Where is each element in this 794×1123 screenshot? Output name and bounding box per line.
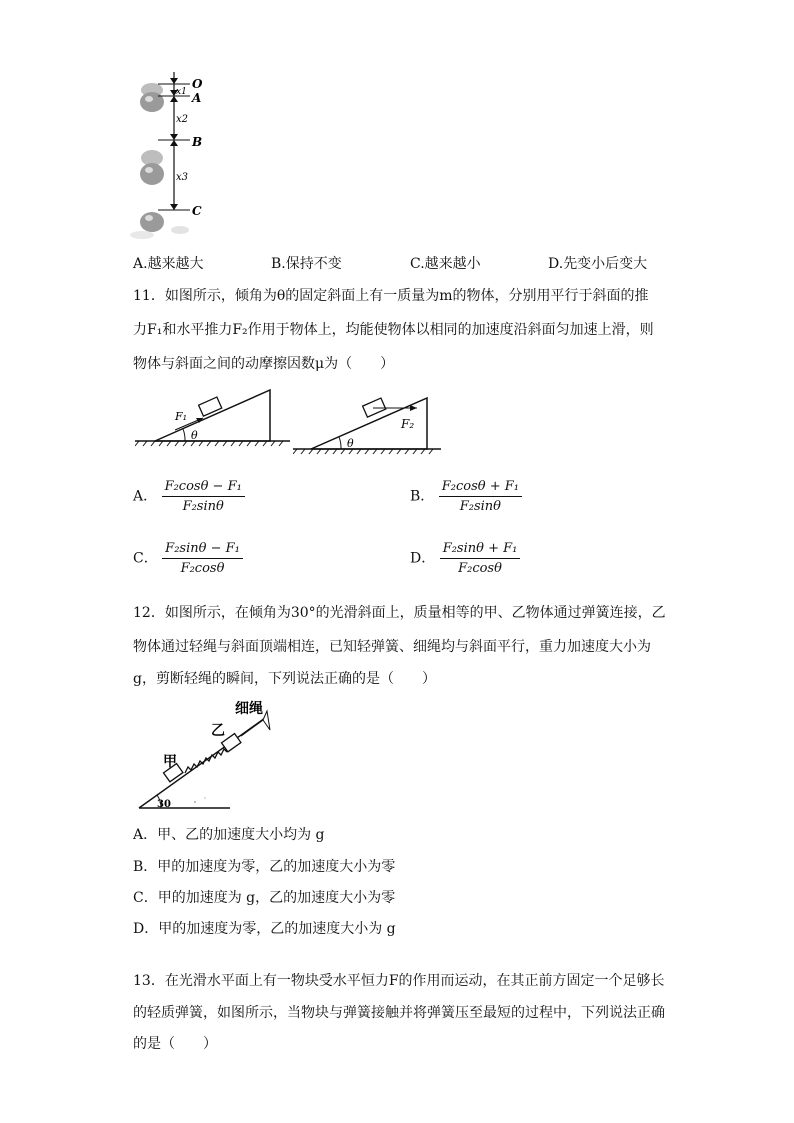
label-f1: F₁ <box>175 410 188 423</box>
q11-a-denominator: F₂sinθ <box>182 499 224 514</box>
label-theta-2: θ <box>347 437 354 450</box>
q13-stem-line2: 的轻质弹簧，如图所示，当物块与弹簧接触并将弹簧压至最短的过程中，下列说法正确 <box>133 1005 665 1021</box>
q11-option-d[interactable]: D． $\frac{\text{F₂sinθ + F₁}}{\text{F₂cosθ}}$ <box>410 540 520 577</box>
label-jia: 甲 <box>163 754 177 770</box>
incline-figure-f2 <box>293 394 443 456</box>
q11-a-numerator: F₂cosθ − F₁ <box>162 478 245 497</box>
q12-option-b[interactable]: B．甲的加速度为零，乙的加速度大小为零 <box>133 859 396 875</box>
label-a: A <box>192 91 202 105</box>
q11-option-b[interactable]: B． $\frac{\text{F₂cosθ + F₁}}{\text{F₂sinθ}}$ <box>410 478 522 515</box>
label-x2: x2 <box>176 114 189 125</box>
q11-option-c[interactable]: C． $\frac{\text{F₂sinθ − F₁}}{\text{F₂cosθ}}$ <box>133 540 243 577</box>
q11-stem-line2: 力F₁和水平推力F₂作用于物体上，均能使物体以相同的加速度沿斜面匀加速上滑，则 <box>133 322 654 338</box>
q10-option-d[interactable]: D.先变小后变大 <box>548 256 648 272</box>
q12-stem-line1: 12．如图所示，在倾角为30°的光滑斜面上，质量相等的甲、乙物体通过弹簧连接，乙 <box>133 605 666 621</box>
incline-figure-f1 <box>135 386 295 448</box>
q13-stem-line1: 13．在光滑水平面上有一物块受水平恒力F的作用而运动，在其正前方固定一个足够长 <box>133 973 665 989</box>
label-o: O <box>192 77 203 91</box>
label-theta-1: θ <box>191 429 198 442</box>
label-rope: 细绳 <box>235 701 263 717</box>
falling-apple-figure <box>128 70 218 242</box>
q12-option-a[interactable]: A．甲、乙的加速度大小均为 g <box>133 827 325 843</box>
spring-incline-figure <box>135 698 285 814</box>
q11-c-denominator: F₂cosθ <box>180 561 225 576</box>
apple-image-b <box>140 150 164 185</box>
q11-option-a[interactable]: A． $\frac{\text{F₂cosθ − F₁}}{\text{F₂sinθ}}$ <box>133 478 245 515</box>
label-x3: x3 <box>176 172 189 183</box>
q10-option-b[interactable]: B.保持不变 <box>271 256 342 272</box>
apple-image-c <box>130 212 189 239</box>
q11-b-numerator: F₂cosθ + F₁ <box>439 478 522 497</box>
q11-d-denominator: F₂cosθ <box>458 561 502 576</box>
q12-option-d[interactable]: D．甲的加速度为零，乙的加速度大小为 g <box>133 921 396 937</box>
q10-option-c[interactable]: C.越来越小 <box>410 256 481 272</box>
q10-option-a[interactable]: A.越来越大 <box>133 256 204 272</box>
q13-stem-line3: 的是（ ） <box>133 1036 217 1052</box>
q11-stem-line1: 11．如图所示，倾角为θ的固定斜面上有一质量为m的物体，分别用平行于斜面的推 <box>133 288 649 304</box>
label-b: B <box>192 135 203 149</box>
label-x1: x1 <box>176 87 187 97</box>
q12-stem-line2: 物体通过轻绳与斜面顶端相连，已知轻弹簧、细绳均与斜面平行，重力加速度大小为 <box>133 639 651 655</box>
label-angle-30: 30 <box>157 799 171 810</box>
label-yi: 乙 <box>211 723 225 739</box>
label-f2: F₂ <box>401 417 415 431</box>
q11-stem-line3: 物体与斜面之间的动摩擦因数μ为（ ） <box>133 356 395 372</box>
label-c: C <box>192 204 202 218</box>
q12-stem-line3: g，剪断轻绳的瞬间，下列说法正确的是（ ） <box>133 671 436 687</box>
q11-c-numerator: F₂sinθ − F₁ <box>162 540 243 559</box>
q11-d-numerator: F₂sinθ + F₁ <box>440 540 521 559</box>
q11-b-denominator: F₂sinθ <box>459 499 501 514</box>
q12-option-c[interactable]: C．甲的加速度为 g，乙的加速度大小为零 <box>133 890 396 906</box>
apple-image-a <box>140 83 164 112</box>
